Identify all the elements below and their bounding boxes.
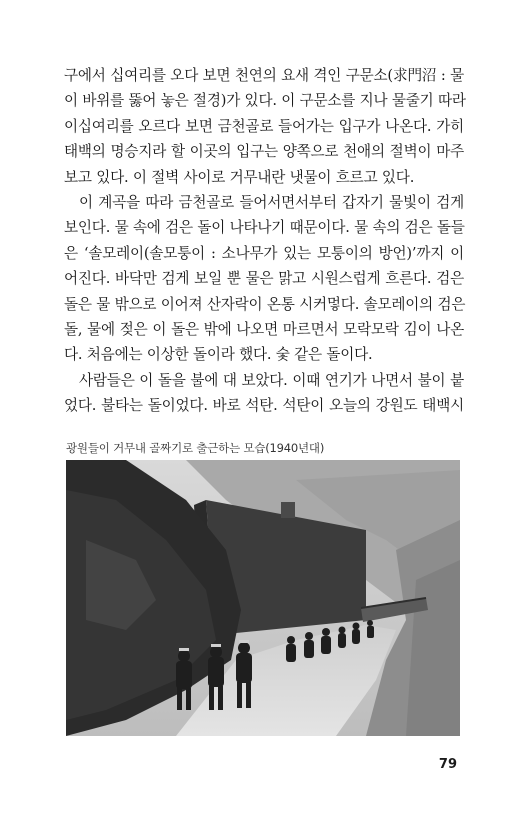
body-line: 이 바위를 뚫어 놓은 절경)가 있다. 이 구문소를 지나 물줄기 따라	[64, 92, 466, 110]
body-line: 태백의 명승지라 할 이곳의 입구는 양쪽으로 천애의 절벽이 마주	[64, 143, 464, 161]
body-line: 사람들은 이 돌을 불에 대 보았다. 이때 연기가 나면서 불이 붙	[79, 371, 464, 389]
body-line: 돌, 물에 젖은 이 돌은 밖에 나오면 마르면서 모락모락 김이 나온	[64, 320, 464, 338]
historical-photo	[66, 460, 460, 736]
body-line: 었다. 불타는 돌이었다. 바로 석탄. 석탄이 오늘의 강원도 태백시	[64, 397, 464, 415]
body-text	[64, 63, 464, 418]
photo-illustration	[66, 460, 460, 736]
body-line: 보고 있다. 이 절벽 사이로 거무내란 냇물이 흐르고 있다.	[64, 168, 415, 186]
body-line: 다. 처음에는 이상한 돌이라 했다. 숯 같은 돌이다.	[64, 346, 373, 364]
body-line: 이 계곡을 따라 금천골로 들어서면서부터 갑자기 물빛이 검게	[79, 193, 464, 211]
body-line: 어진다. 바닥만 검게 보일 뿐 물은 맑고 시원스럽게 흐른다. 검은	[64, 270, 464, 288]
body-line: 돌은 물 밖으로 이어져 산자락이 온통 시커멓다. 솔모레이의 검은	[64, 295, 466, 313]
body-line: 이십여리를 오르다 보면 금천골로 들어가는 입구가 나온다. 가히	[64, 117, 464, 135]
body-line: 보인다. 물 속에 검은 돌이 나타나기 때문이다. 물 속의 검은 돌들	[64, 219, 465, 237]
body-line: 은 ‘솔모레이(솔모퉁이 : 소나무가 있는 모퉁이의 방언)’까지 이	[64, 244, 464, 262]
page-number: 79	[438, 757, 457, 772]
photo-caption: 광원들이 거무내 골짜기로 출근하는 모습(1940년대)	[66, 441, 325, 455]
body-line: 구에서 십여리를 오다 보면 천연의 요새 격인 구문소(求門沼 : 물	[64, 67, 464, 84]
